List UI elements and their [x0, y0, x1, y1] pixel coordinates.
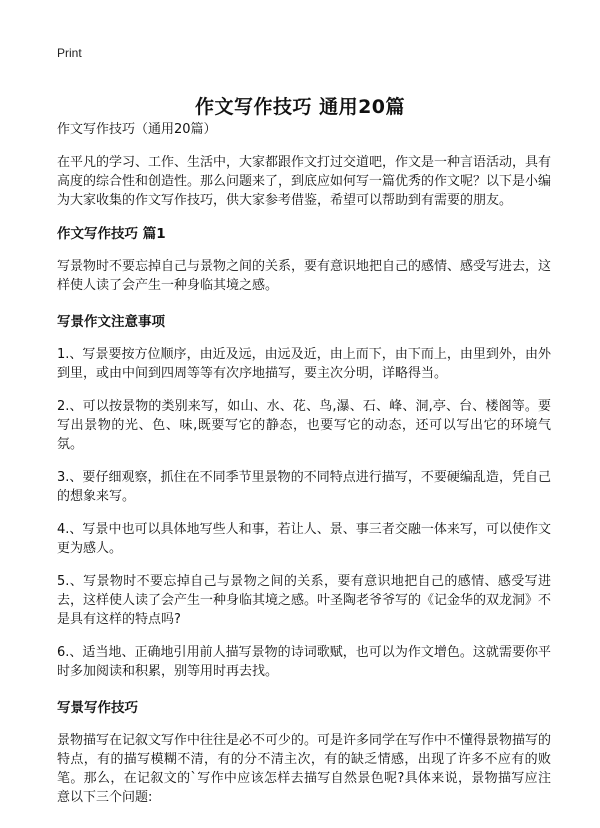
document-subtitle: 作文写作技巧（通用20篇）: [57, 122, 217, 137]
print-link[interactable]: Print: [57, 46, 82, 60]
notes-heading: 写景作文注意事项: [57, 314, 165, 330]
section1-heading: 作文写作技巧 篇1: [57, 226, 166, 242]
note-item-4: 4.、写景中也可以具体地写些人和事，若让人、景、事三者交融一体来写，可以使作文更为感人。: [57, 522, 551, 556]
document-body: [57, 120, 551, 807]
note-item-6: 6.、适当地、正确地引用前人描写景物的诗词歌赋，也可以为作文增色。这就需要你平时多加阅读和积累，别等用时再去找。: [57, 645, 551, 679]
page-title: 作文写作技巧 通用20篇: [194, 95, 406, 118]
note-item-1: 1.、写景要按方位顺序，由近及远，由远及近，由上而下，由下而上，由里到外，由外到里，或由中间到四周等等有次序地描写，要主次分明，详略得当。: [57, 347, 551, 381]
section1-paragraph: 写景物时不要忘掉自己与景物之间的关系，要有意识地把自己的感情、感受写进去，这样使人读了会产生一种身临其境之感。: [57, 259, 552, 293]
tips-paragraph: 景物描写在记叙文写作中往往是必不可少的。可是许多同学在写作中不懂得景物描写的特点，有的描写模糊不清，有的分不清主次，有的缺乏情感，出现了许多不应有的败笔。那么，在记叙文的`写作中应该怎样去描写自然景色呢?具体来说，景物描写应注意以下三个问题:: [57, 733, 552, 805]
note-item-5: 5.、写景物时不要忘掉自己与景物之间的关系，要有意识地把自己的感情、感受写进去，这样使人读了会产生一种身临其境之感。叶圣陶老爷爷写的《记金华的双龙洞》不是具有这样的特点吗?: [57, 574, 552, 627]
tips-heading: 写景写作技巧: [57, 700, 138, 716]
note-item-2: 2.、可以按景物的类别来写，如山、水、花、鸟,瀑、石、峰、洞,亭、台、楼阁等。要写出景物的光、色、味,既要写它的静态，也要写它的动态，还可以写出它的环境气氛。: [57, 399, 551, 452]
intro-paragraph: 在平凡的学习、工作、生活中，大家都跟作文打过交道吧，作文是一种言语活动，具有高度的综合性和创造性。那么问题来了，到底应如何写一篇优秀的作文呢？以下是小编为大家收集的作文写作技巧，供大家参考借鉴，希望可以帮助到有需要的朋友。: [57, 155, 552, 208]
note-item-3: 3.、要仔细观察，抓住在不同季节里景物的不同特点进行描写，不要硬编乱造，凭自己的想象来写。: [57, 470, 551, 504]
